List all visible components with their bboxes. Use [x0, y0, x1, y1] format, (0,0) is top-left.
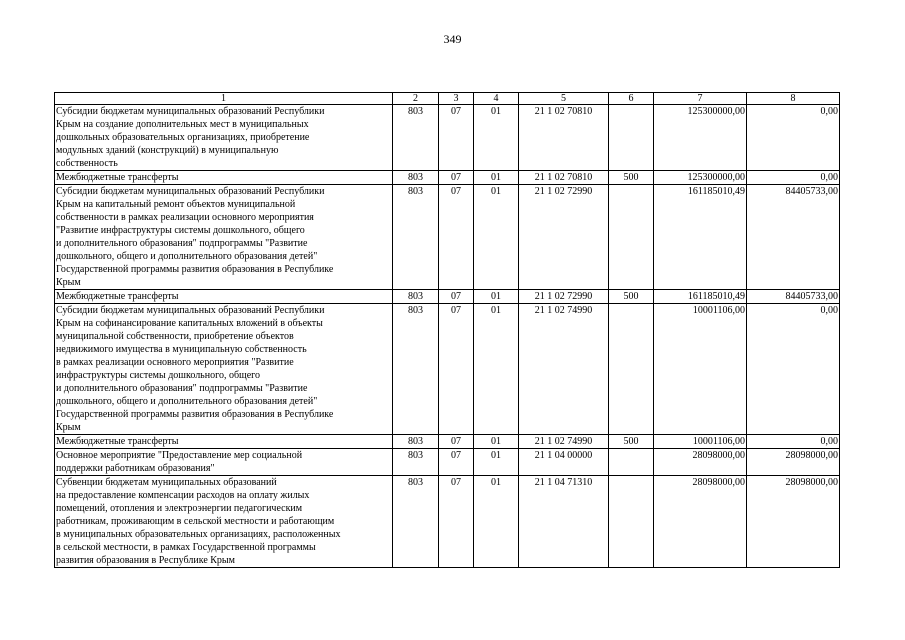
column-header: 3: [439, 93, 474, 105]
amount-col8-cell: 28098000,00: [747, 449, 840, 476]
header-row: [55, 93, 840, 105]
column-header: 7: [654, 93, 747, 105]
row-name-cell: Основное мероприятие "Предоставление мер социальной поддержки работникам образования": [55, 449, 393, 476]
subsection-code-cell: 01: [474, 435, 519, 449]
amount-col7-cell: 10001106,00: [654, 435, 747, 449]
row-name-cell: Субсидии бюджетам муниципальных образований Республики Крым на софинансирование капитальных вложений в объекты муниципальной собственности, приобретение объектов недвижимого имущества в муниципальную собственность в рамках реализации основного мероприятия "Развитие инфраструктуры системы дошкольного, общего и дополнительного образования" подпрограммы "Развитие дошкольного, общего и дополнительного образования детей" Государственной программы развития образования в Республике Крым: [55, 304, 393, 435]
ministry-code-cell: 803: [393, 290, 439, 304]
subsection-code-cell: 01: [474, 185, 519, 290]
amount-col8-cell: 0,00: [747, 105, 840, 171]
row-name-cell: Межбюджетные трансферты: [55, 290, 393, 304]
subsection-code-cell: 01: [474, 449, 519, 476]
subsection-code-cell: 01: [474, 290, 519, 304]
section-code-cell: 07: [439, 171, 474, 185]
target-article-cell: 21 1 02 72990: [519, 290, 609, 304]
budget-table: [54, 92, 840, 568]
ministry-code-cell: 803: [393, 304, 439, 435]
ministry-code-cell: 803: [393, 449, 439, 476]
row-name-cell: Субсидии бюджетам муниципальных образований Республики Крым на создание дополнительных мест в муниципальных дошкольных образовательных организациях, приобретение модульных зданий (конструкций) в муниципальную собственность: [55, 105, 393, 171]
subsection-code-cell: 01: [474, 476, 519, 568]
column-header: 1: [55, 93, 393, 105]
table-row: [55, 476, 840, 568]
target-article-cell: 21 1 02 70810: [519, 171, 609, 185]
amount-col8-cell: 28098000,00: [747, 476, 840, 568]
table-row: [55, 435, 840, 449]
ministry-code-cell: 803: [393, 185, 439, 290]
section-code-cell: 07: [439, 304, 474, 435]
amount-col8-cell: 84405733,00: [747, 185, 840, 290]
section-code-cell: 07: [439, 105, 474, 171]
column-header: 5: [519, 93, 609, 105]
ministry-code-cell: 803: [393, 435, 439, 449]
target-article-cell: 21 1 02 72990: [519, 185, 609, 290]
page-number: 349: [443, 32, 462, 46]
row-name-cell: Межбюджетные трансферты: [55, 435, 393, 449]
ministry-code-cell: 803: [393, 105, 439, 171]
amount-col7-cell: 10001106,00: [654, 304, 747, 435]
expense-type-cell: [609, 476, 654, 568]
section-code-cell: 07: [439, 435, 474, 449]
section-code-cell: 07: [439, 290, 474, 304]
target-article-cell: 21 1 04 00000: [519, 449, 609, 476]
expense-type-cell: 500: [609, 171, 654, 185]
table-row: [55, 449, 840, 476]
expense-type-cell: [609, 304, 654, 435]
column-header: 8: [747, 93, 840, 105]
target-article-cell: 21 1 02 74990: [519, 435, 609, 449]
column-header: 4: [474, 93, 519, 105]
amount-col8-cell: 84405733,00: [747, 290, 840, 304]
amount-col7-cell: 28098000,00: [654, 476, 747, 568]
expense-type-cell: [609, 185, 654, 290]
subsection-code-cell: 01: [474, 171, 519, 185]
column-header: 6: [609, 93, 654, 105]
column-header: 2: [393, 93, 439, 105]
amount-col7-cell: 125300000,00: [654, 171, 747, 185]
amount-col8-cell: 0,00: [747, 435, 840, 449]
expense-type-cell: 500: [609, 290, 654, 304]
expense-type-cell: [609, 449, 654, 476]
row-name-cell: Субвенции бюджетам муниципальных образований на предоставление компенсации расходов на оплату жилых помещений, отопления и электроэнергии педагогическим работникам, проживающим в сельской местности и работающим в муниципальных образовательных организациях, расположенных в сельской местности, в рамках Государственной программы развития образования в Республике Крым: [55, 476, 393, 568]
target-article-cell: 21 1 02 70810: [519, 105, 609, 171]
table-row: [55, 290, 840, 304]
amount-col7-cell: 28098000,00: [654, 449, 747, 476]
amount-col7-cell: 161185010,49: [654, 290, 747, 304]
ministry-code-cell: 803: [393, 171, 439, 185]
subsection-code-cell: 01: [474, 105, 519, 171]
amount-col8-cell: 0,00: [747, 171, 840, 185]
table-row: [55, 185, 840, 290]
row-name-cell: Межбюджетные трансферты: [55, 171, 393, 185]
table-row: [55, 105, 840, 171]
target-article-cell: 21 1 02 74990: [519, 304, 609, 435]
table-row: [55, 304, 840, 435]
section-code-cell: 07: [439, 449, 474, 476]
expense-type-cell: 500: [609, 435, 654, 449]
section-code-cell: 07: [439, 185, 474, 290]
amount-col7-cell: 161185010,49: [654, 185, 747, 290]
amount-col8-cell: 0,00: [747, 304, 840, 435]
subsection-code-cell: 01: [474, 304, 519, 435]
amount-col7-cell: 125300000,00: [654, 105, 747, 171]
ministry-code-cell: 803: [393, 476, 439, 568]
table-row: [55, 171, 840, 185]
section-code-cell: 07: [439, 476, 474, 568]
row-name-cell: Субсидии бюджетам муниципальных образований Республики Крым на капитальный ремонт объектов муниципальной собственности в рамках реализации основного мероприятия "Развитие инфраструктуры системы дошкольного, общего и дополнительного образования" подпрограммы "Развитие дошкольного, общего и дополнительного образования детей" Государственной программы развития образования в Республике Крым: [55, 185, 393, 290]
target-article-cell: 21 1 04 71310: [519, 476, 609, 568]
expense-type-cell: [609, 105, 654, 171]
